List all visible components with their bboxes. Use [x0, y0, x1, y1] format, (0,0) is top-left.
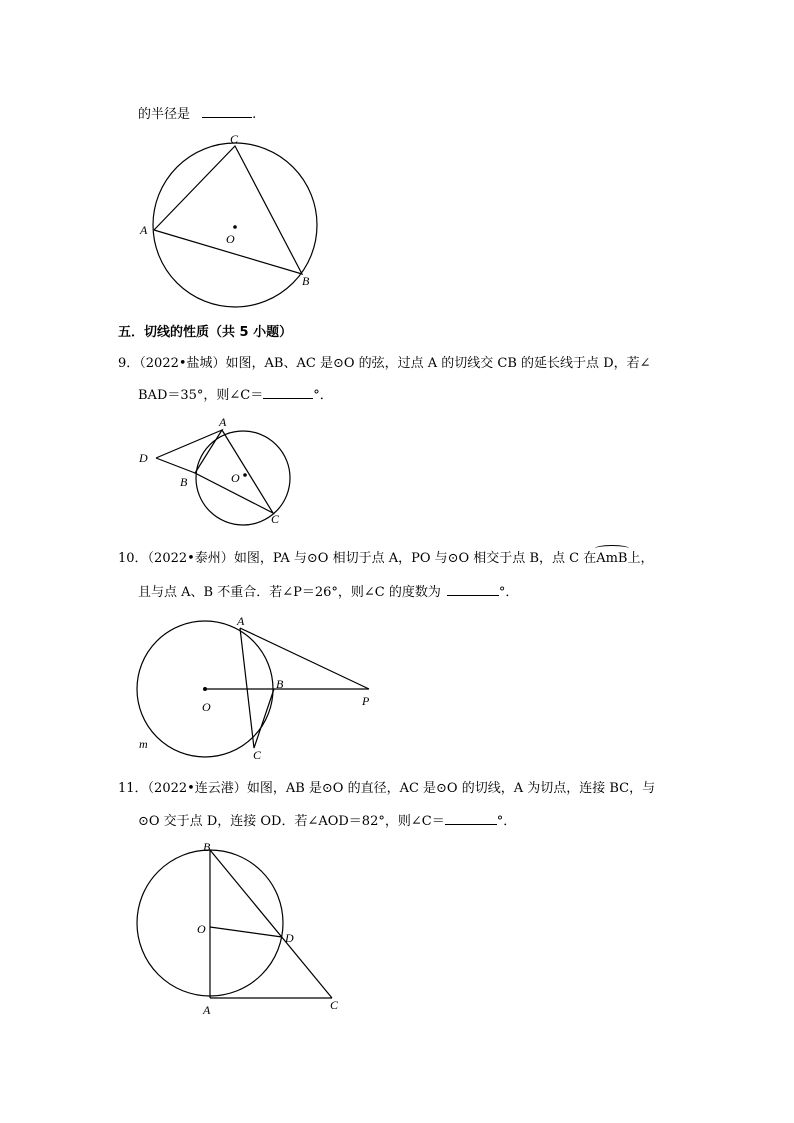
q10-text-1: 如图，PA 与⊙O 相切于点 A，PO 与⊙O 相交于点 B，点 C 在 [233, 551, 597, 566]
q10-text-2: 上， [627, 551, 654, 566]
q8-tail: . [252, 107, 257, 122]
q11-text-3: °． [496, 814, 517, 829]
q11-source: （2022•连云港） [147, 781, 247, 796]
q11-line1 [118, 780, 655, 798]
q10-arc-label: AmB [596, 551, 628, 566]
fig9-label-c: C [271, 512, 280, 526]
fig11-label-b: B [203, 840, 211, 854]
q10-line2 [138, 582, 518, 602]
fig10-label-a: A [237, 614, 245, 628]
q11-line2 [138, 811, 516, 831]
q9-text-1: 如图，AB、AC 是⊙O 的弦，过点 A 的切线交 CB 的延长线于点 D，若∠ [225, 356, 651, 371]
fig10-label-o: O [202, 700, 211, 714]
fig8-label-o: O [226, 232, 235, 246]
q9-blank[interactable] [263, 385, 313, 399]
q8-answer-line [138, 104, 256, 124]
fig10-label-c: C [253, 748, 262, 762]
q10-text-3: 且与点 A、B 不重合．若∠P＝26°，则∠C 的度数为 [138, 585, 441, 600]
q9-text-3: °． [313, 388, 333, 403]
q11-text-1: 如图，AB 是⊙O 的直径，AC 是⊙O 的切线，A 为切点，连接 BC，与 [246, 781, 656, 796]
figure-q11 [136, 838, 356, 1018]
fig10-label-b: B [276, 677, 284, 691]
q11-blank[interactable] [445, 811, 497, 825]
fig8-label-c: C [230, 132, 239, 146]
fig10-label-m: m [139, 737, 148, 751]
fig9-label-a: A [219, 415, 227, 429]
fig9-label-o: O [231, 471, 240, 485]
q10-line1 [118, 550, 654, 568]
q9-text-2: BAD＝35°，则∠C＝ [138, 388, 264, 403]
q10-blank[interactable] [447, 582, 499, 596]
fig9-label-d: D [139, 451, 148, 465]
fig11-label-c: C [330, 998, 339, 1012]
q10-source: （2022•泰州） [147, 551, 234, 566]
fig11-label-a: A [203, 1003, 211, 1017]
q9-line1 [118, 355, 651, 373]
fig10-label-p: P [362, 694, 370, 708]
figure-q10 [136, 612, 386, 767]
q9-number: 9． [118, 356, 140, 371]
figure-q9 [136, 412, 316, 532]
q10-number: 10． [118, 551, 148, 566]
figure-q8 [140, 128, 330, 318]
fig11-label-d: D [285, 931, 294, 945]
q8-text: 的半径是 [138, 107, 191, 122]
fig8-label-b: B [302, 274, 310, 288]
q11-text-2: ⊙O 交于点 D，连接 OD．若∠AOD＝82°，则∠C＝ [138, 814, 445, 829]
fig8-label-a: A [140, 223, 148, 237]
q8-blank[interactable] [202, 104, 252, 118]
section-heading: 五．切线的性质（共 5 小题） [118, 325, 293, 340]
fig9-label-b: B [180, 475, 188, 489]
fig11-label-o: O [197, 922, 206, 936]
q10-text-4: °． [498, 585, 519, 600]
q9-line2 [138, 385, 333, 405]
q9-source: （2022•盐城） [139, 356, 226, 371]
q11-number: 11． [118, 781, 148, 796]
